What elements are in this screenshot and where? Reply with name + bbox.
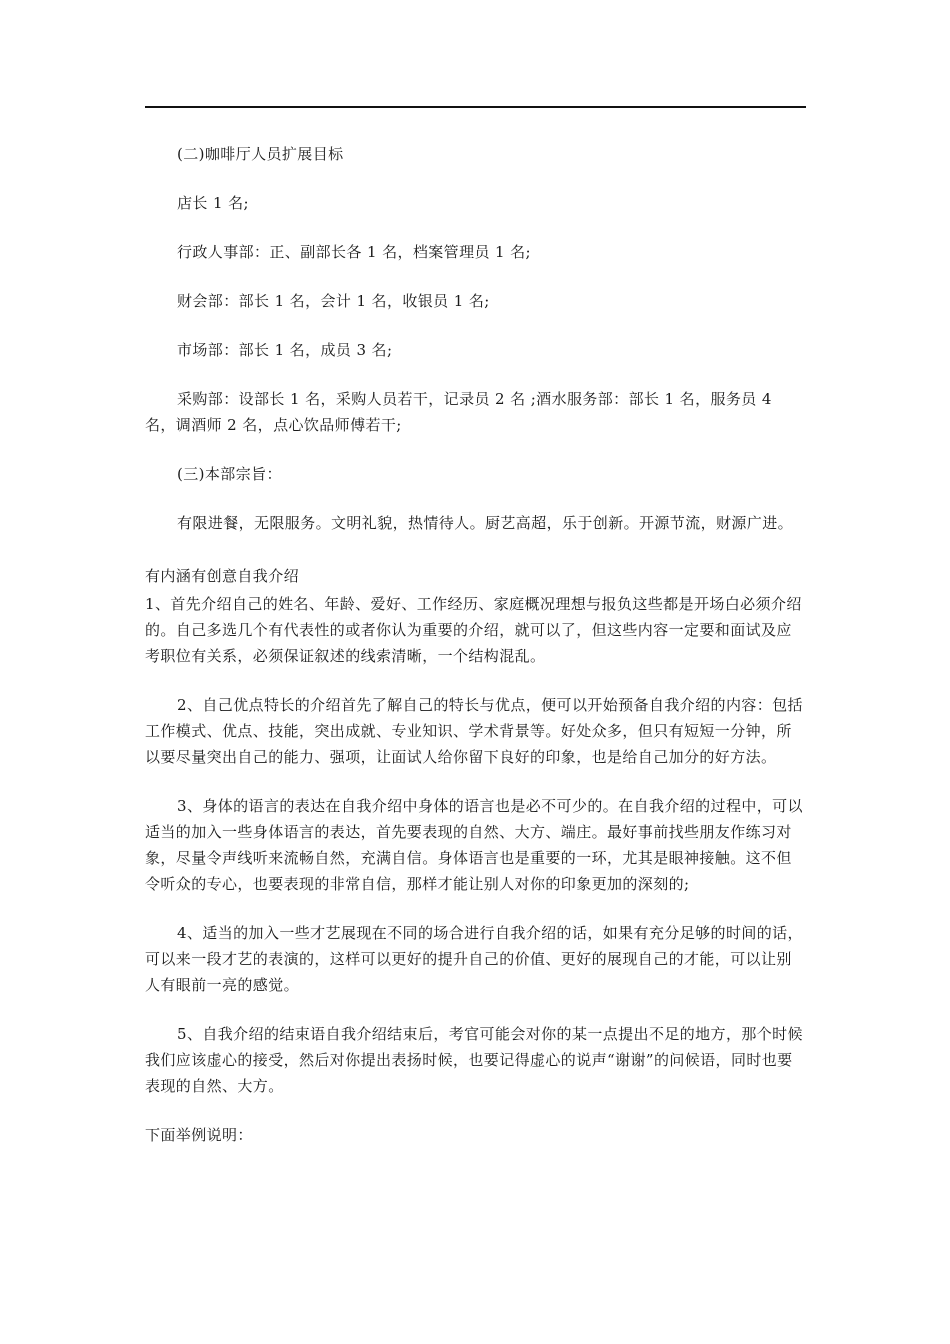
self-intro-item-4: 4、适当的加入一些才艺展现在不同的场合进行自我介绍的话，如果有充分足够的时间的话，可以来一段才艺的表演的，这样可以更好的提升自己的价值、更好的展现自己的才能，可以让别人有眼前一亮的感觉。 xyxy=(145,924,803,994)
staff-line-store-manager: 店长 1 名; xyxy=(177,194,249,212)
staff-line-admin-hr: 行政人事部：正、副部长各 1 名，档案管理员 1 名; xyxy=(177,243,532,261)
self-intro-closing: 下面举例说明： xyxy=(145,1126,253,1144)
purpose-text: 有限进餐，无限服务。文明礼貌，热情待人。厨艺高超，乐于创新。开源节流，财源广进。 xyxy=(177,514,794,532)
staff-line-finance: 财会部：部长 1 名，会计 1 名，收银员 1 名; xyxy=(177,292,490,310)
staff-line-purchasing: 采购部：设部长 1 名，采购人员若干，记录员 2 名 ;酒水服务部：部长 1 名，服务员 4 名，调酒师 2 名，点心饮品师傅若干; xyxy=(145,390,772,434)
staff-line-marketing: 市场部：部长 1 名，成员 3 名; xyxy=(177,341,393,359)
self-intro-item-2: 2、自己优点特长的介绍首先了解自己的特长与优点，便可以开始预备自我介绍的内容：包括工作模式、优点、技能，突出成就、专业知识、学术背景等。好处众多，但只有短短一分钟，所以要尽量突出自己的能力、强项，让面试人给你留下良好的印象，也是给自己加分的好方法。 xyxy=(145,696,803,766)
section-heading-purpose: (三)本部宗旨： xyxy=(177,465,282,483)
self-intro-item-1: 1、首先介绍自己的姓名、年龄、爱好、工作经历、家庭概况理想与报负这些都是开场白必须介绍的。自己多选几个有代表性的或者你认为重要的介绍，就可以了，但这些内容一定要和面试及应考职位有关系，必须保证叙述的线索清晰，一个结构混乱。 xyxy=(145,595,802,665)
self-intro-item-3: 3、身体的语言的表达在自我介绍中身体的语言也是必不可少的。在自我介绍的过程中，可以适当的加入一些身体语言的表达，首先要表现的自然、大方、端庄。最好事前找些朋友作练习对象，尽量令声线听来流畅自然，充满自信。身体语言也是重要的一环，尤其是眼神接触。这不但令听众的专心，也要表现的非常自信，那样才能让别人对你的印象更加的深刻的; xyxy=(145,797,803,893)
self-intro-title: 有内涵有创意自我介绍 xyxy=(145,567,300,585)
document-body xyxy=(145,141,806,1148)
section-heading-coffee-staff: (二)咖啡厅人员扩展目标 xyxy=(177,145,344,163)
self-intro-item-5: 5、自我介绍的结束语自我介绍结束后，考官可能会对你的某一点提出不足的地方，那个时候我们应该虚心的接受，然后对你提出表扬时候，也要记得虚心的说声“谢谢”的问候语，同时也要表现的自然、大方。 xyxy=(145,1025,803,1095)
header-rule xyxy=(145,106,806,108)
